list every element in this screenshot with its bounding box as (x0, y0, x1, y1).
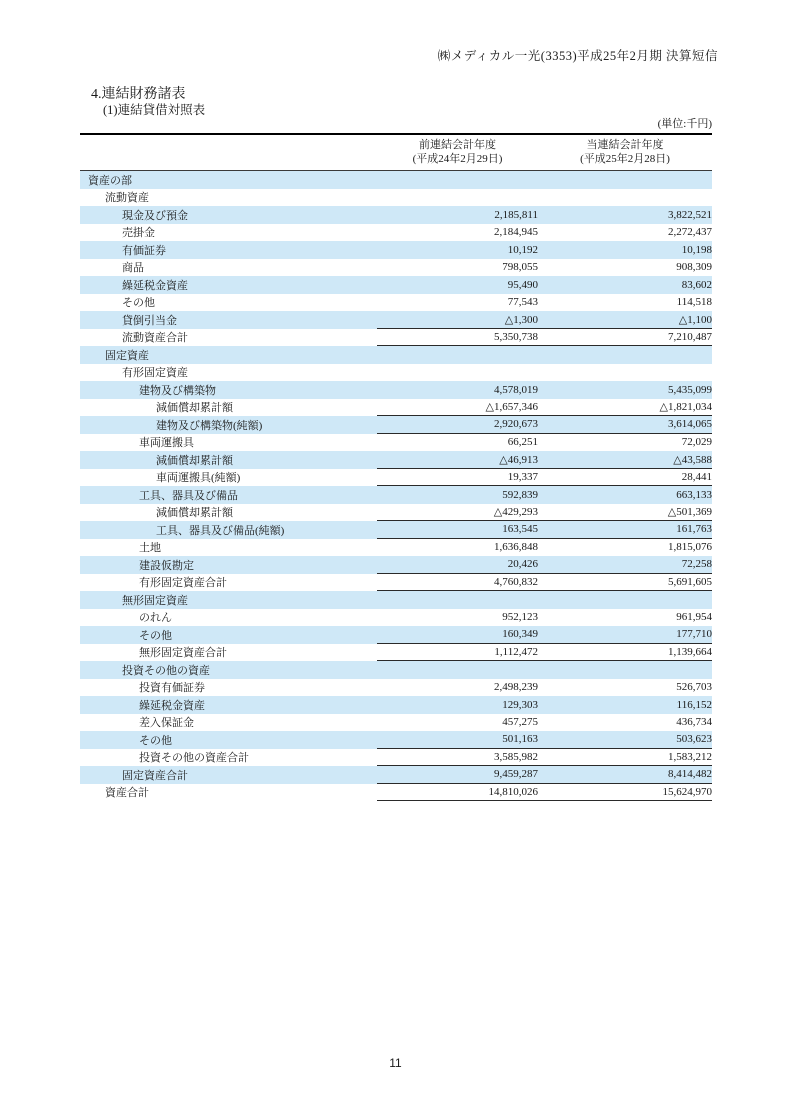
row-label: 車両運搬具 (139, 437, 194, 450)
row-label: 貸倒引当金 (122, 314, 177, 327)
table-row (80, 486, 712, 504)
value-previous-fy: 163,545 (502, 523, 538, 536)
row-label: その他 (139, 734, 172, 747)
table-row (80, 294, 712, 312)
row-values (377, 224, 712, 242)
row-label: 流動資産合計 (122, 332, 188, 345)
row-values (377, 364, 712, 382)
column-header-current-fy-name: 当連結会計年度 (586, 139, 664, 151)
value-current-fy: 28,441 (681, 470, 712, 483)
value-current-fy: 72,258 (681, 558, 712, 571)
row-label: 土地 (139, 542, 161, 555)
column-header-current-fy-date: (平成25年2月28日) (580, 152, 670, 165)
row-values (377, 644, 712, 662)
row-values (377, 451, 712, 469)
row-values (377, 206, 712, 224)
value-previous-fy: 77,543 (507, 296, 538, 309)
value-previous-fy: 592,839 (502, 488, 538, 501)
row-values (377, 539, 712, 557)
value-current-fy: △43,588 (673, 453, 712, 466)
row-label: 有価証券 (122, 244, 166, 257)
value-previous-fy: 2,498,239 (494, 681, 538, 694)
column-header-previous-fy-date: (平成24年2月29日) (412, 152, 503, 165)
row-label: 資産の部 (88, 174, 132, 187)
table-row (80, 644, 712, 662)
value-previous-fy: 2,185,811 (494, 208, 538, 221)
table-row (80, 259, 712, 277)
table-row (80, 346, 712, 364)
row-values (377, 346, 712, 364)
value-previous-fy: 9,459,287 (494, 768, 538, 781)
row-values (377, 504, 712, 522)
column-header-previous-fy (377, 135, 538, 166)
table-header-row (80, 133, 712, 171)
value-previous-fy: 2,920,673 (494, 418, 538, 431)
row-values (377, 591, 712, 609)
table-row (80, 276, 712, 294)
row-values (377, 749, 712, 767)
row-label: 商品 (122, 262, 144, 275)
row-label: 減価償却累計額 (156, 454, 233, 467)
document-header: ㈱メディカル一光(3353)平成25年2月期 決算短信 (437, 49, 718, 63)
row-values (377, 259, 712, 277)
table-row (80, 504, 712, 522)
row-values (377, 241, 712, 259)
value-previous-fy: 14,810,026 (488, 785, 538, 798)
value-previous-fy: 798,055 (502, 261, 538, 274)
row-values (377, 731, 712, 749)
value-previous-fy: △46,913 (499, 453, 538, 466)
value-current-fy: 83,602 (681, 278, 712, 291)
value-previous-fy: 1,112,472 (494, 645, 538, 658)
row-label: 投資その他の資産 (122, 664, 210, 677)
table-row (80, 539, 712, 557)
column-header-previous-fy-name: 前連結会計年度 (419, 139, 496, 151)
table-row (80, 714, 712, 732)
table-row (80, 626, 712, 644)
section-subtitle: (1)連結貸借対照表 (103, 103, 206, 117)
row-label: その他 (139, 629, 172, 642)
value-previous-fy: 129,303 (502, 698, 538, 711)
table-row (80, 731, 712, 749)
value-current-fy: 7,210,487 (668, 330, 712, 343)
value-previous-fy: 160,349 (502, 628, 538, 641)
row-label: 差入保証金 (139, 717, 194, 730)
row-values (377, 609, 712, 627)
unit-note: (単位:千円) (657, 118, 712, 130)
value-current-fy: 10,198 (681, 243, 712, 256)
table-row (80, 469, 712, 487)
row-values (377, 294, 712, 312)
value-current-fy: 8,414,482 (668, 768, 712, 781)
row-label: 現金及び預金 (122, 209, 188, 222)
value-current-fy: 908,309 (676, 261, 712, 274)
row-values (377, 381, 712, 399)
value-current-fy: 5,691,605 (668, 575, 712, 588)
value-current-fy: △1,100 (678, 313, 712, 326)
row-label: 投資有価証券 (139, 682, 205, 695)
table-row (80, 661, 712, 679)
value-current-fy: 663,133 (676, 488, 712, 501)
value-previous-fy: 66,251 (507, 436, 538, 449)
row-values (377, 189, 712, 207)
value-current-fy: 2,272,437 (668, 226, 712, 239)
row-values (377, 469, 712, 487)
row-label: 工具、器具及び備品(純額) (156, 524, 285, 537)
value-current-fy: 161,763 (676, 523, 712, 536)
value-current-fy: 177,710 (676, 628, 712, 641)
table-row (80, 749, 712, 767)
row-values (377, 574, 712, 592)
table-row (80, 399, 712, 417)
value-previous-fy: 95,490 (507, 278, 538, 291)
row-values (377, 276, 712, 294)
table-row (80, 171, 712, 189)
value-current-fy: 15,624,970 (662, 785, 712, 798)
table-row (80, 451, 712, 469)
row-values (377, 714, 712, 732)
row-values (377, 661, 712, 679)
table-row (80, 696, 712, 714)
row-values (377, 626, 712, 644)
value-current-fy: 3,614,065 (668, 418, 712, 431)
table-row (80, 784, 712, 802)
value-previous-fy: 10,192 (507, 243, 538, 256)
value-previous-fy: △1,300 (504, 313, 538, 326)
row-label: 固定資産合計 (122, 769, 188, 782)
row-label: のれん (139, 612, 172, 625)
table-row (80, 766, 712, 784)
row-label: 建設仮勘定 (139, 559, 194, 572)
table-row (80, 521, 712, 539)
row-label: 無形固定資産 (122, 594, 188, 607)
row-values (377, 556, 712, 574)
table-row (80, 206, 712, 224)
value-previous-fy: 1,636,848 (494, 541, 538, 554)
row-values (377, 784, 712, 802)
value-previous-fy: 4,760,832 (494, 575, 538, 588)
row-values (377, 329, 712, 347)
balance-sheet-table (80, 133, 712, 801)
value-current-fy: 72,029 (681, 436, 712, 449)
row-values (377, 766, 712, 784)
table-row (80, 241, 712, 259)
row-label: 繰延税金資産 (139, 699, 205, 712)
row-label: 売掛金 (122, 227, 155, 240)
table-row (80, 591, 712, 609)
row-label: 車両運搬具(純額) (156, 472, 241, 485)
value-previous-fy: 2,184,945 (494, 226, 538, 239)
value-current-fy: 5,435,099 (668, 383, 712, 396)
table-row (80, 224, 712, 242)
row-label: 繰延税金資産 (122, 279, 188, 292)
row-label: 有形固定資産合計 (139, 577, 227, 590)
value-previous-fy: 457,275 (502, 716, 538, 729)
table-row (80, 189, 712, 207)
row-values (377, 486, 712, 504)
value-current-fy: 116,152 (676, 698, 712, 711)
row-label: その他 (122, 297, 155, 310)
value-previous-fy: 3,585,982 (494, 750, 538, 763)
value-previous-fy: 5,350,738 (494, 330, 538, 343)
table-row (80, 416, 712, 434)
table-row (80, 364, 712, 382)
value-current-fy: △501,369 (667, 506, 712, 519)
row-label: 建物及び構築物(純額) (156, 419, 263, 432)
row-label: 流動資産 (105, 192, 149, 205)
row-label: 有形固定資産 (122, 367, 188, 380)
section-title: 4.連結財務諸表 (91, 87, 186, 102)
row-values (377, 171, 712, 189)
row-label: 工具、器具及び備品 (139, 489, 238, 502)
table-row (80, 311, 712, 329)
table-row (80, 381, 712, 399)
table-row (80, 679, 712, 697)
value-current-fy: 503,623 (676, 733, 712, 746)
table-row (80, 434, 712, 452)
row-values (377, 416, 712, 434)
value-previous-fy: 20,426 (507, 558, 538, 571)
table-row (80, 556, 712, 574)
row-values (377, 434, 712, 452)
row-label: 減価償却累計額 (156, 402, 233, 415)
page-number: 11 (389, 1056, 402, 1070)
value-current-fy: 3,822,521 (668, 208, 712, 221)
row-values (377, 311, 712, 329)
row-values (377, 521, 712, 539)
column-header-current-fy (538, 135, 712, 166)
value-previous-fy: 952,123 (502, 611, 538, 624)
value-previous-fy: 501,163 (502, 733, 538, 746)
row-values (377, 696, 712, 714)
row-values (377, 399, 712, 417)
row-label: 資産合計 (105, 787, 149, 800)
row-label: 投資その他の資産合計 (139, 752, 249, 765)
value-current-fy: △1,821,034 (659, 401, 712, 414)
row-values (377, 679, 712, 697)
row-label: 無形固定資産合計 (139, 647, 227, 660)
row-label: 建物及び構築物 (139, 384, 216, 397)
value-current-fy: 961,954 (676, 611, 712, 624)
value-current-fy: 1,139,664 (668, 645, 712, 658)
value-previous-fy: △429,293 (493, 506, 538, 519)
value-current-fy: 526,703 (676, 681, 712, 694)
row-label: 減価償却累計額 (156, 507, 233, 520)
row-label: 固定資産 (105, 349, 149, 362)
table-row (80, 609, 712, 627)
value-current-fy: 436,734 (676, 716, 712, 729)
value-previous-fy: △1,657,346 (485, 401, 538, 414)
value-previous-fy: 4,578,019 (494, 383, 538, 396)
value-current-fy: 1,815,076 (668, 541, 712, 554)
value-current-fy: 1,583,212 (668, 750, 712, 763)
table-row (80, 574, 712, 592)
table-body (80, 171, 712, 801)
value-previous-fy: 19,337 (507, 470, 538, 483)
value-current-fy: 114,518 (676, 296, 712, 309)
table-row (80, 329, 712, 347)
